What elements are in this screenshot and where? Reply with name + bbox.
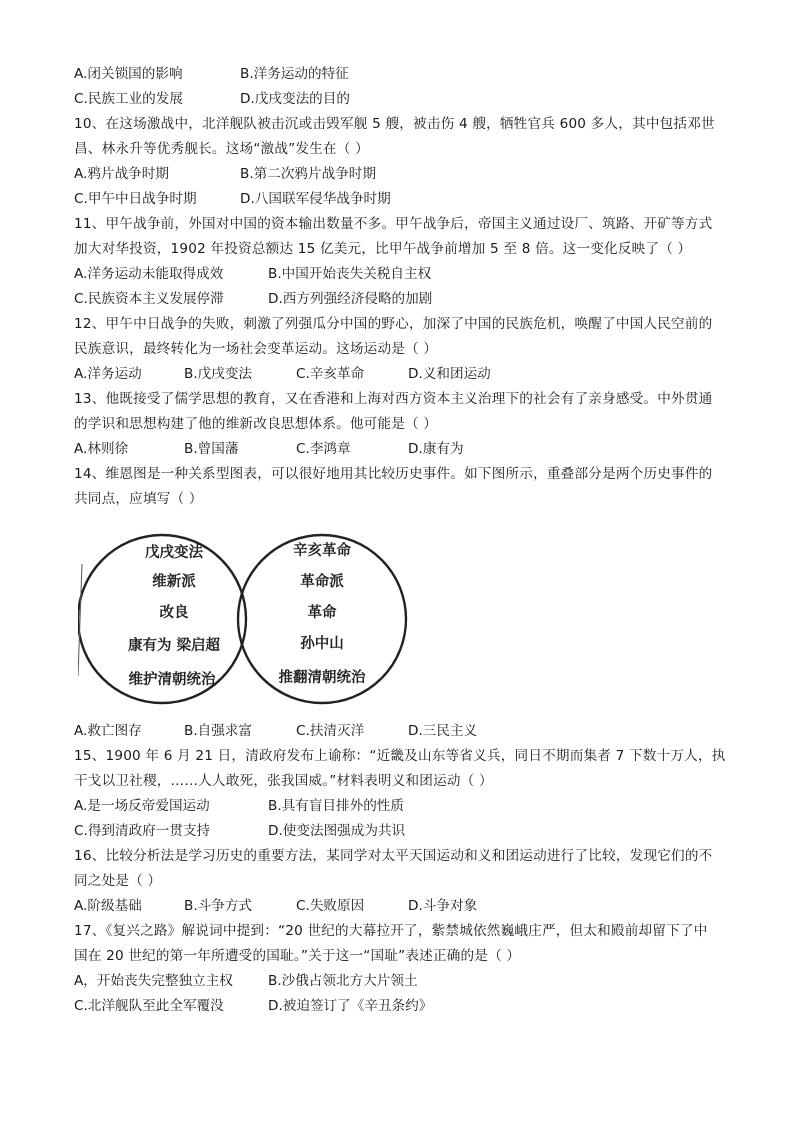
q17-stem-line2: 国在 20 世纪的第一年所遭受的国耻。”关于这一“国耻”表述正确的是（ ）: [74, 948, 521, 964]
q17-option-d: D.被迫签订了《辛丑条约》: [268, 998, 433, 1014]
q14-option-d: D.三民主义: [408, 723, 478, 739]
venn-left-label-3: 改良: [159, 604, 189, 621]
venn-right-label-4: 孙中山: [300, 635, 344, 652]
q10-option-d: D.八国联军侵华战争时期: [240, 191, 391, 207]
venn-right-label-1: 辛亥革命: [293, 542, 351, 559]
q17-option-b: B.沙俄占领北方大片领土: [268, 973, 418, 989]
q11-stem-line1: 11、甲午战争前，外国对中国的资本输出数量不多。甲午战争后，帝国主义通过设厂、筑路、开矿等方式: [74, 216, 713, 232]
q15-stem-line1: 15、1900 年 6 月 21 日，清政府发布上谕称：“近畿及山东等省义兵，同日不期而集者 7 下数十万人，执: [74, 748, 726, 764]
q9-option-c: C.民族工业的发展: [74, 91, 183, 107]
q12-option-a: A.洋务运动: [74, 366, 142, 382]
q16-stem-line2: 同之处是（ ）: [74, 873, 162, 889]
q16-option-b: B.斗争方式: [184, 898, 253, 914]
q10-stem-line2: 昌、林永升等优秀舰长。这场“激战”发生在（ ）: [74, 141, 369, 157]
venn-left-label-2: 维新派: [152, 573, 196, 590]
q14-option-b: B.自强求富: [184, 723, 253, 739]
venn-left-label-5: 维护清朝统治: [128, 671, 216, 688]
q12-option-b: B.戊戌变法: [184, 366, 253, 382]
q14-stem-line2: 共同点，应填写（ ）: [74, 491, 203, 507]
q9-option-d: D.戊戌变法的目的: [240, 91, 350, 107]
venn-right-label-5: 推翻清朝统治: [278, 669, 366, 686]
q9-option-a: A.闭关锁国的影响: [74, 66, 183, 82]
venn-left-label-1: 戊戌变法: [145, 544, 203, 561]
q10-option-a: A.鸦片战争时期: [74, 166, 169, 182]
q13-option-b: B.曾国藩: [184, 441, 239, 457]
q14-stem-line1: 14、维恩图是一种关系型图表，可以很好地用其比较历史事件。如下图所示，重叠部分是两个历史事件的: [74, 466, 713, 482]
q12-option-c: C.辛亥革命: [296, 366, 365, 382]
q13-option-c: C.李鸿章: [296, 441, 351, 457]
q17-stem-line1: 17、《复兴之路》解说词中提到：“20 世纪的大幕拉开了，紫禁城依然巍峨庄严，但太和殿前却留下了中: [74, 923, 708, 939]
q12-stem-line1: 12、甲午中日战争的失败，刺激了列强瓜分中国的野心，加深了中国的民族危机，唤醒了中国人民空前的: [74, 316, 713, 332]
q15-option-d: D.使变法图强成为共识: [268, 823, 406, 839]
q16-option-a: A.阶级基础: [74, 898, 142, 914]
q14-option-c: C.扶清灭洋: [296, 723, 365, 739]
q15-stem-line2: 干戈以卫社稷，……人人敢死，张我国威。”材料表明义和团运动（ ）: [74, 773, 493, 789]
q11-option-a: A.洋务运动未能取得成效: [74, 266, 224, 282]
q16-stem-line1: 16、比较分析法是学习历史的重要方法，某同学对太平天国运动和义和团运动进行了比较，发现它们的不: [74, 848, 713, 864]
q14-option-a: A.救亡图存: [74, 723, 142, 739]
q12-stem-line2: 民族意识，最终转化为一场社会变革运动。这场运动是（ ）: [74, 341, 438, 357]
q11-option-b: B.中国开始丧失关税自主权: [268, 266, 432, 282]
q15-option-b: B.具有盲目排外的性质: [268, 798, 404, 814]
q17-option-c: C.北洋舰队至此全军覆没: [74, 998, 224, 1014]
q15-option-a: A.是一场反帝爱国运动: [74, 798, 210, 814]
venn-right-label-2: 革命派: [300, 573, 344, 590]
q10-stem-line1: 10、在这场激战中，北洋舰队被击沉或击毁军舰 5 艘，被击伤 4 艘，牺牲官兵 600 多人，其中包括邓世: [74, 116, 715, 132]
q16-option-d: D.斗争对象: [408, 898, 478, 914]
venn-right-label-3: 革命: [307, 604, 337, 621]
q13-stem-line2: 的学识和思想构建了他的维新改良思想体系。他可能是（ ）: [74, 416, 438, 432]
q13-option-d: D.康有为: [408, 441, 464, 457]
q11-stem-line2: 加大对华投资，1902 年投资总额达 15 亿美元，比甲午战争前增加 5 至 8 倍。这一变化反映了（ ）: [74, 241, 692, 257]
q17-option-a: A，开始丧失完整独立主权: [74, 973, 233, 989]
q13-option-a: A.林则徐: [74, 441, 129, 457]
q10-option-c: C.甲午中日战争时期: [74, 191, 197, 207]
q10-option-b: B.第二次鸦片战争时期: [240, 166, 376, 182]
q12-option-d: D.义和团运动: [408, 366, 491, 382]
q9-option-b: B.洋务运动的特征: [240, 66, 349, 82]
q13-stem-line1: 13、他既接受了儒学思想的教育，又在香港和上海对西方资本主义治理下的社会有了亲身感受。中外贯通: [74, 391, 713, 407]
q11-option-c: C.民族资本主义发展停滞: [74, 291, 224, 307]
venn-left-label-4: 康有为 梁启超: [127, 637, 221, 654]
q11-option-d: D.西方列强经济侵略的加剧: [268, 291, 433, 307]
q15-option-c: C.得到清政府一贯支持: [74, 823, 211, 839]
q16-option-c: C.失败原因: [296, 898, 365, 914]
venn-diagram: [78, 526, 408, 712]
